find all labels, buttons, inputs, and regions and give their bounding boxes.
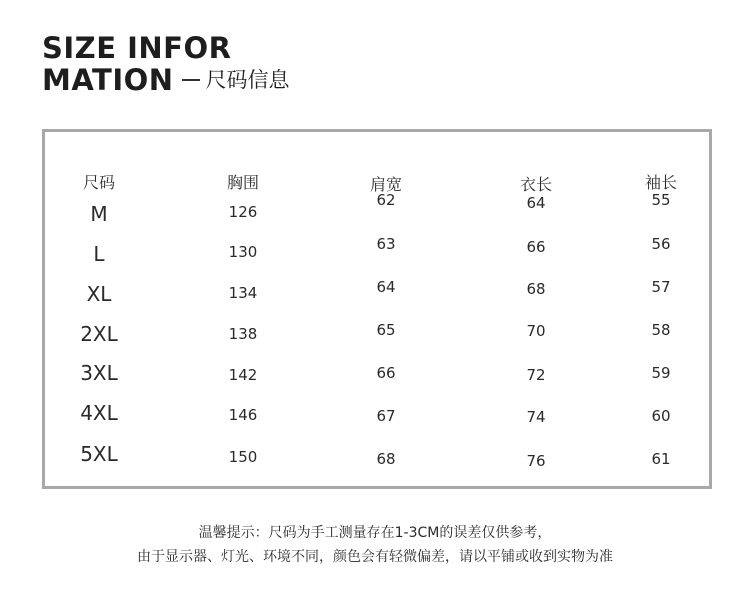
table-cell-chest: 146 (228, 406, 258, 424)
table-cell-shoulder: 67 (376, 407, 396, 425)
table-cell-shoulder: 64 (376, 278, 396, 296)
page-title-line-2 (42, 63, 290, 97)
table-cell-size: 3XL (80, 361, 118, 385)
page-subtitle (182, 68, 290, 92)
table-cell-size: 2XL (80, 322, 118, 346)
table-cell-sleeve: 59 (651, 364, 671, 382)
table-cell-sleeve: 56 (651, 235, 671, 253)
column-header-sleeve: 袖长 (644, 173, 678, 192)
table-cell-chest: 126 (228, 203, 258, 221)
table-cell-length: 64 (526, 194, 546, 212)
table-cell-shoulder: 63 (376, 235, 396, 253)
table-cell-length: 76 (526, 452, 546, 470)
table-cell-chest: 150 (228, 448, 258, 466)
table-cell-chest: 138 (228, 325, 258, 343)
table-cell-chest: 134 (228, 284, 258, 302)
table-cell-shoulder: 62 (376, 191, 396, 209)
column-header-chest: 胸围 (226, 173, 260, 192)
table-cell-length: 70 (526, 322, 546, 340)
title-text-1: SIZE INFOR (42, 31, 232, 65)
table-cell-sleeve: 57 (651, 278, 671, 296)
table-cell-sleeve: 61 (651, 450, 671, 468)
table-cell-size: XL (86, 282, 112, 306)
table-cell-shoulder: 65 (376, 321, 396, 339)
column-header-shoulder: 肩宽 (369, 175, 403, 194)
column-header-size: 尺码 (82, 173, 116, 192)
table-cell-shoulder: 68 (376, 450, 396, 468)
table-cell-shoulder: 66 (376, 364, 396, 382)
table-cell-length: 66 (526, 238, 546, 256)
note-line-1: 温馨提示：尺码为手工测量存在1-3CM的误差仅供参考， (198, 525, 552, 541)
table-cell-size: L (93, 242, 105, 266)
table-cell-sleeve: 55 (651, 191, 671, 209)
column-header-length: 衣长 (519, 175, 553, 194)
table-cell-sleeve: 58 (651, 321, 671, 339)
table-cell-chest: 130 (228, 243, 258, 261)
size-table (42, 129, 712, 489)
title-text-2: MATION (42, 63, 174, 97)
title-dash (182, 79, 200, 81)
table-cell-length: 74 (526, 408, 546, 426)
page-title-line-1 (42, 31, 231, 65)
table-cell-length: 72 (526, 366, 546, 384)
table-cell-sleeve: 60 (651, 407, 671, 425)
table-cell-size: 5XL (80, 442, 118, 466)
note-line-2: 由于显示器、灯光、环境不同，颜色会有轻微偏差，请以平铺或收到实物为准 (137, 549, 613, 565)
table-cell-length: 68 (526, 280, 546, 298)
subtitle-text: 尺码信息 (205, 68, 290, 92)
table-cell-size: M (90, 202, 108, 226)
table-cell-chest: 142 (228, 366, 258, 384)
table-cell-size: 4XL (80, 401, 118, 425)
